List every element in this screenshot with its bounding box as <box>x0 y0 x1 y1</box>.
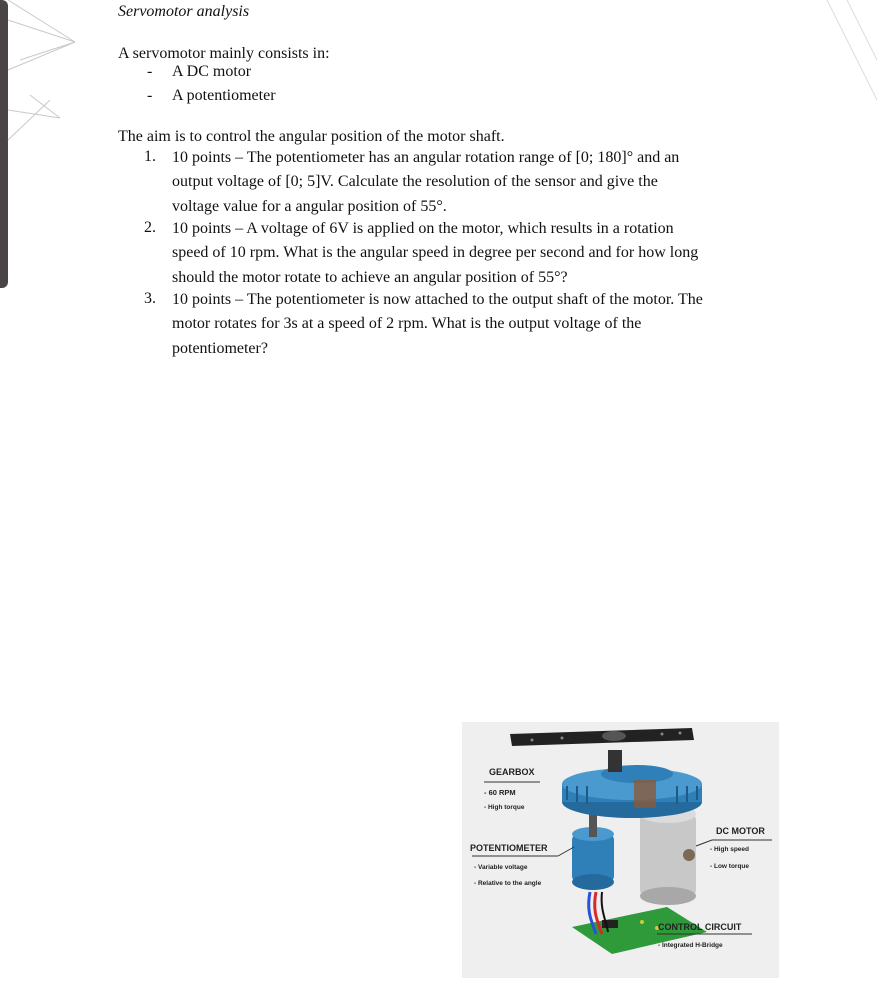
question-line: output voltage of [0; 5]V. Calculate the resolution of the sensor and give the <box>172 173 658 191</box>
question-line: motor rotates for 3s at a speed of 2 rpm. What is the output voltage of the <box>172 315 642 333</box>
question-number: 3. <box>144 290 156 307</box>
dc-motor-detail: - High speed <box>710 846 750 853</box>
dc-motor-detail: - Low torque <box>710 863 749 870</box>
component-item: A potentiometer <box>172 87 276 104</box>
question-line: speed of 10 rpm. What is the angular speed in degree per second and for how long <box>172 244 699 262</box>
bullet-dash: - <box>147 87 153 104</box>
document-title: Servomotor analysis <box>118 3 250 20</box>
question-line: should the motor rotate to achieve an angular position of 55°? <box>172 268 568 286</box>
question-1 <box>172 146 679 219</box>
potentiometer-label: POTENTIOMETER <box>470 843 548 853</box>
control-circuit-detail: - Integrated H-Bridge <box>658 942 723 949</box>
question-3 <box>172 288 703 361</box>
control-circuit-label: CONTROL CIRCUIT <box>658 922 742 932</box>
question-number: 2. <box>144 219 156 236</box>
gearbox-detail: - 60 RPM <box>484 788 516 797</box>
potentiometer-detail: - Variable voltage <box>474 864 528 871</box>
aim-text: The aim is to control the angular position of the motor shaft. <box>118 128 505 145</box>
component-item: A DC motor <box>172 63 252 80</box>
question-line: 10 points – The potentiometer has an angular rotation range of [0; 180]° and an <box>172 149 680 166</box>
question-line: 10 points – A voltage of 6V is applied on the motor, which results in a rotation <box>172 220 674 237</box>
dc-motor-label: DC MOTOR <box>716 826 765 836</box>
potentiometer-detail: - Relative to the angle <box>474 880 542 887</box>
gearbox-detail: - High torque <box>484 804 525 811</box>
question-2 <box>172 217 698 290</box>
decorative-lines-left <box>0 0 80 160</box>
question-line: 10 points – The potentiometer is now attached to the output shaft of the motor. The <box>172 291 703 308</box>
bullet-dash: - <box>147 63 153 80</box>
question-line: voltage value for a angular position of 55°. <box>172 197 447 215</box>
decorative-lines-right <box>807 0 877 110</box>
gearbox-label: GEARBOX <box>489 767 535 777</box>
question-number: 1. <box>144 148 156 165</box>
intro-text: A servomotor mainly consists in: <box>118 45 330 62</box>
question-line: potentiometer? <box>172 339 268 357</box>
servomotor-figure <box>462 722 779 978</box>
